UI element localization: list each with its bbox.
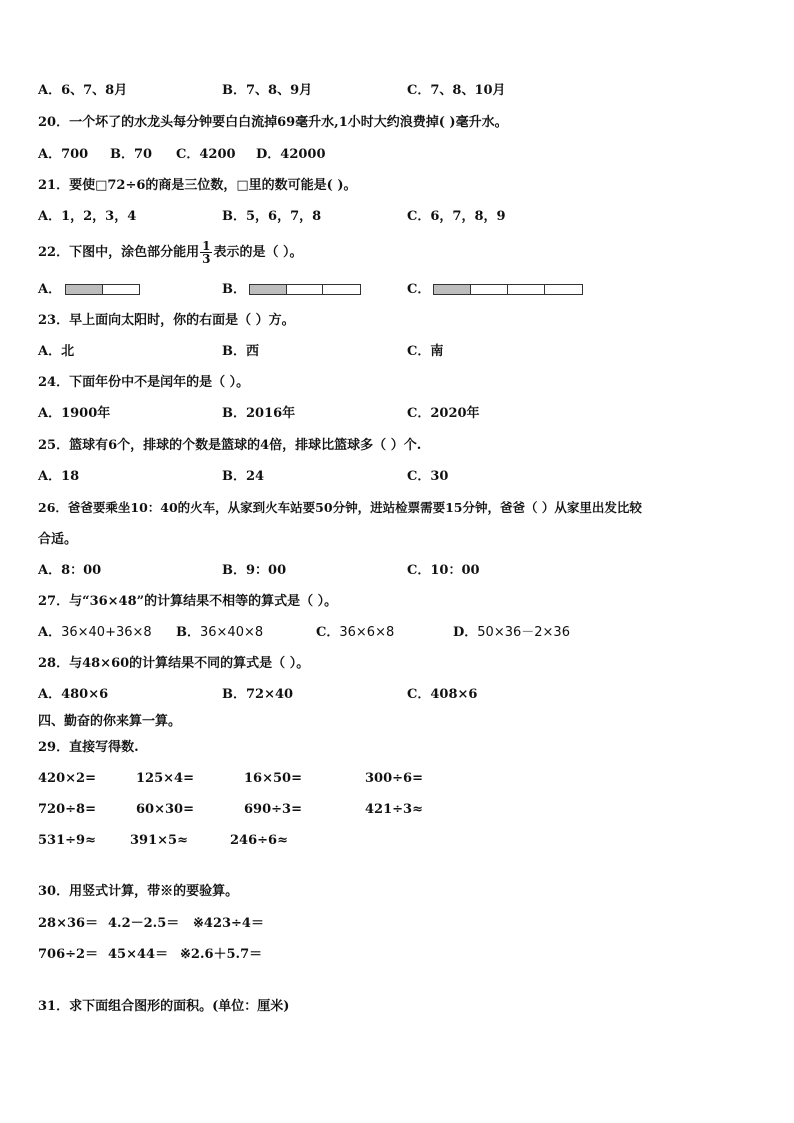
q23-option-a: A．北	[38, 344, 75, 359]
q29-item: 690÷3=	[244, 802, 302, 817]
q30-item: 4.2－2.5＝	[108, 916, 180, 931]
q25-option-c: C．30	[407, 469, 449, 484]
q29-item: 60×30=	[136, 802, 194, 817]
q30-item: 28×36＝	[38, 916, 99, 931]
blank-segment	[323, 285, 360, 294]
q22-option-a-label: A．	[38, 282, 62, 297]
q29-item: 720÷8=	[38, 802, 96, 817]
q22-stem	[38, 238, 302, 268]
option-expression: 36×40×8	[200, 625, 264, 640]
q20-option-a: A．700	[38, 147, 89, 162]
q30-item: ※2.6＋5.7＝	[180, 947, 263, 962]
fraction-numerator: 1	[202, 239, 211, 253]
q27-option-a	[38, 625, 152, 641]
q31-stem: 31．求下面组合图形的面积。(单位：厘米)	[38, 999, 290, 1014]
q28-stem: 28．与48×60的计算结果不同的算式是（ ）。	[38, 656, 310, 671]
q30-stem: 30．用竖式计算，带※的要验算。	[38, 884, 239, 899]
q26-option-a: A．8：00	[38, 563, 102, 578]
q29-item: 300÷6=	[365, 771, 423, 786]
q25-option-a: A．18	[38, 469, 80, 484]
q28-option-c: C．408×6	[407, 687, 478, 702]
q27-option-c	[316, 625, 394, 641]
q27-option-b	[176, 625, 263, 641]
q26-option-b: B．9：00	[222, 563, 287, 578]
q19-option-a: A．6、7、8月	[38, 83, 128, 98]
shaded-segment	[250, 285, 287, 294]
q28-option-a: A．480×6	[38, 687, 109, 702]
option-label: C．	[316, 625, 340, 640]
q21-option-a: A．1，2，3，4	[38, 209, 137, 224]
q29-item: 246÷6≈	[230, 833, 288, 848]
q26-option-c: C．10：00	[407, 563, 480, 578]
q27-option-d	[453, 625, 570, 641]
q22-option-b-label: B．	[222, 282, 246, 297]
q29-stem: 29．直接写得数.	[38, 740, 139, 755]
fraction-denominator: 3	[202, 252, 211, 266]
q29-item: 531÷9≈	[38, 833, 96, 848]
q26-stem-line2: 合适。	[38, 532, 78, 547]
q30-item: 45×44＝	[108, 947, 169, 962]
q24-stem: 24．下面年份中不是闰年的是（ ）。	[38, 375, 250, 390]
q30-item: 706÷2＝	[38, 947, 99, 962]
q27-stem: 27．与“36×48”的计算结果不相等的算式是（ ）。	[38, 594, 338, 609]
q29-item: 420×2=	[38, 771, 96, 786]
fraction-one-third	[200, 240, 212, 265]
option-label: A．	[38, 625, 62, 640]
q21-option-c: C．6，7，8，9	[407, 209, 506, 224]
q25-option-b: B．24	[222, 469, 265, 484]
option-expression: 36×40+36×8	[61, 625, 152, 640]
q19-option-c: C．7、8、10月	[407, 83, 506, 98]
q22-option-c-label: C．	[407, 282, 431, 297]
q20-option-b: B．70	[110, 147, 153, 162]
blank-segment	[545, 285, 582, 294]
q19-option-b: B．7、8、9月	[222, 83, 313, 98]
option-label: D．	[453, 625, 478, 640]
blank-segment	[471, 285, 508, 294]
q28-option-b: B．72×40	[222, 687, 294, 702]
q22-option-a-bar	[65, 284, 140, 295]
q26-stem-line1: 26．爸爸要乘坐10：40的火车，从家到火车站要50分钟，进站检票需要15分钟，爸爸（ ）从家里出发比较	[38, 500, 642, 515]
q20-option-c: C．4200	[176, 147, 236, 162]
q22-option-b-bar	[249, 284, 361, 295]
option-expression: 50×36－2×36	[477, 625, 570, 640]
blank-segment	[508, 285, 545, 294]
q20-stem: 20．一个坏了的水龙头每分钟要白白流掉69毫升水,1小时大约浪费掉( )毫升水。	[38, 115, 508, 130]
q23-stem: 23．早上面向太阳时，你的右面是（ ）方。	[38, 313, 295, 328]
section-4-title: 四、勤奋的你来算一算。	[38, 714, 182, 729]
q29-item: 421÷3≈	[365, 802, 423, 817]
q22-option-c-bar	[433, 284, 583, 295]
q25-stem: 25．篮球有6个，排球的个数是篮球的4倍，排球比篮球多（ ）个.	[38, 438, 422, 453]
q29-item: 125×4=	[136, 771, 194, 786]
option-label: B．	[176, 625, 200, 640]
q22-stem-before: 22．下图中，涂色部分能用	[38, 245, 200, 260]
blank-segment	[287, 285, 324, 294]
shaded-segment	[66, 285, 103, 294]
q22-stem-after: 表示的是（ ）。	[213, 245, 303, 260]
q29-item: 391×5≈	[130, 833, 188, 848]
q20-option-d: D．42000	[256, 147, 326, 162]
q24-option-a: A．1900年	[38, 406, 111, 421]
q24-option-b: B．2016年	[222, 406, 296, 421]
q21-stem: 21．要使□72÷6的商是三位数，□里的数可能是( )。	[38, 178, 357, 193]
q23-option-c: C．南	[407, 344, 444, 359]
q24-option-c: C．2020年	[407, 406, 480, 421]
q23-option-b: B．西	[222, 344, 259, 359]
q30-item: ※423÷4＝	[193, 916, 264, 931]
shaded-segment	[434, 285, 471, 294]
q29-item: 16×50=	[244, 771, 302, 786]
blank-segment	[103, 285, 140, 294]
option-expression: 36×6×8	[339, 625, 395, 640]
q21-option-b: B．5，6，7，8	[222, 209, 322, 224]
